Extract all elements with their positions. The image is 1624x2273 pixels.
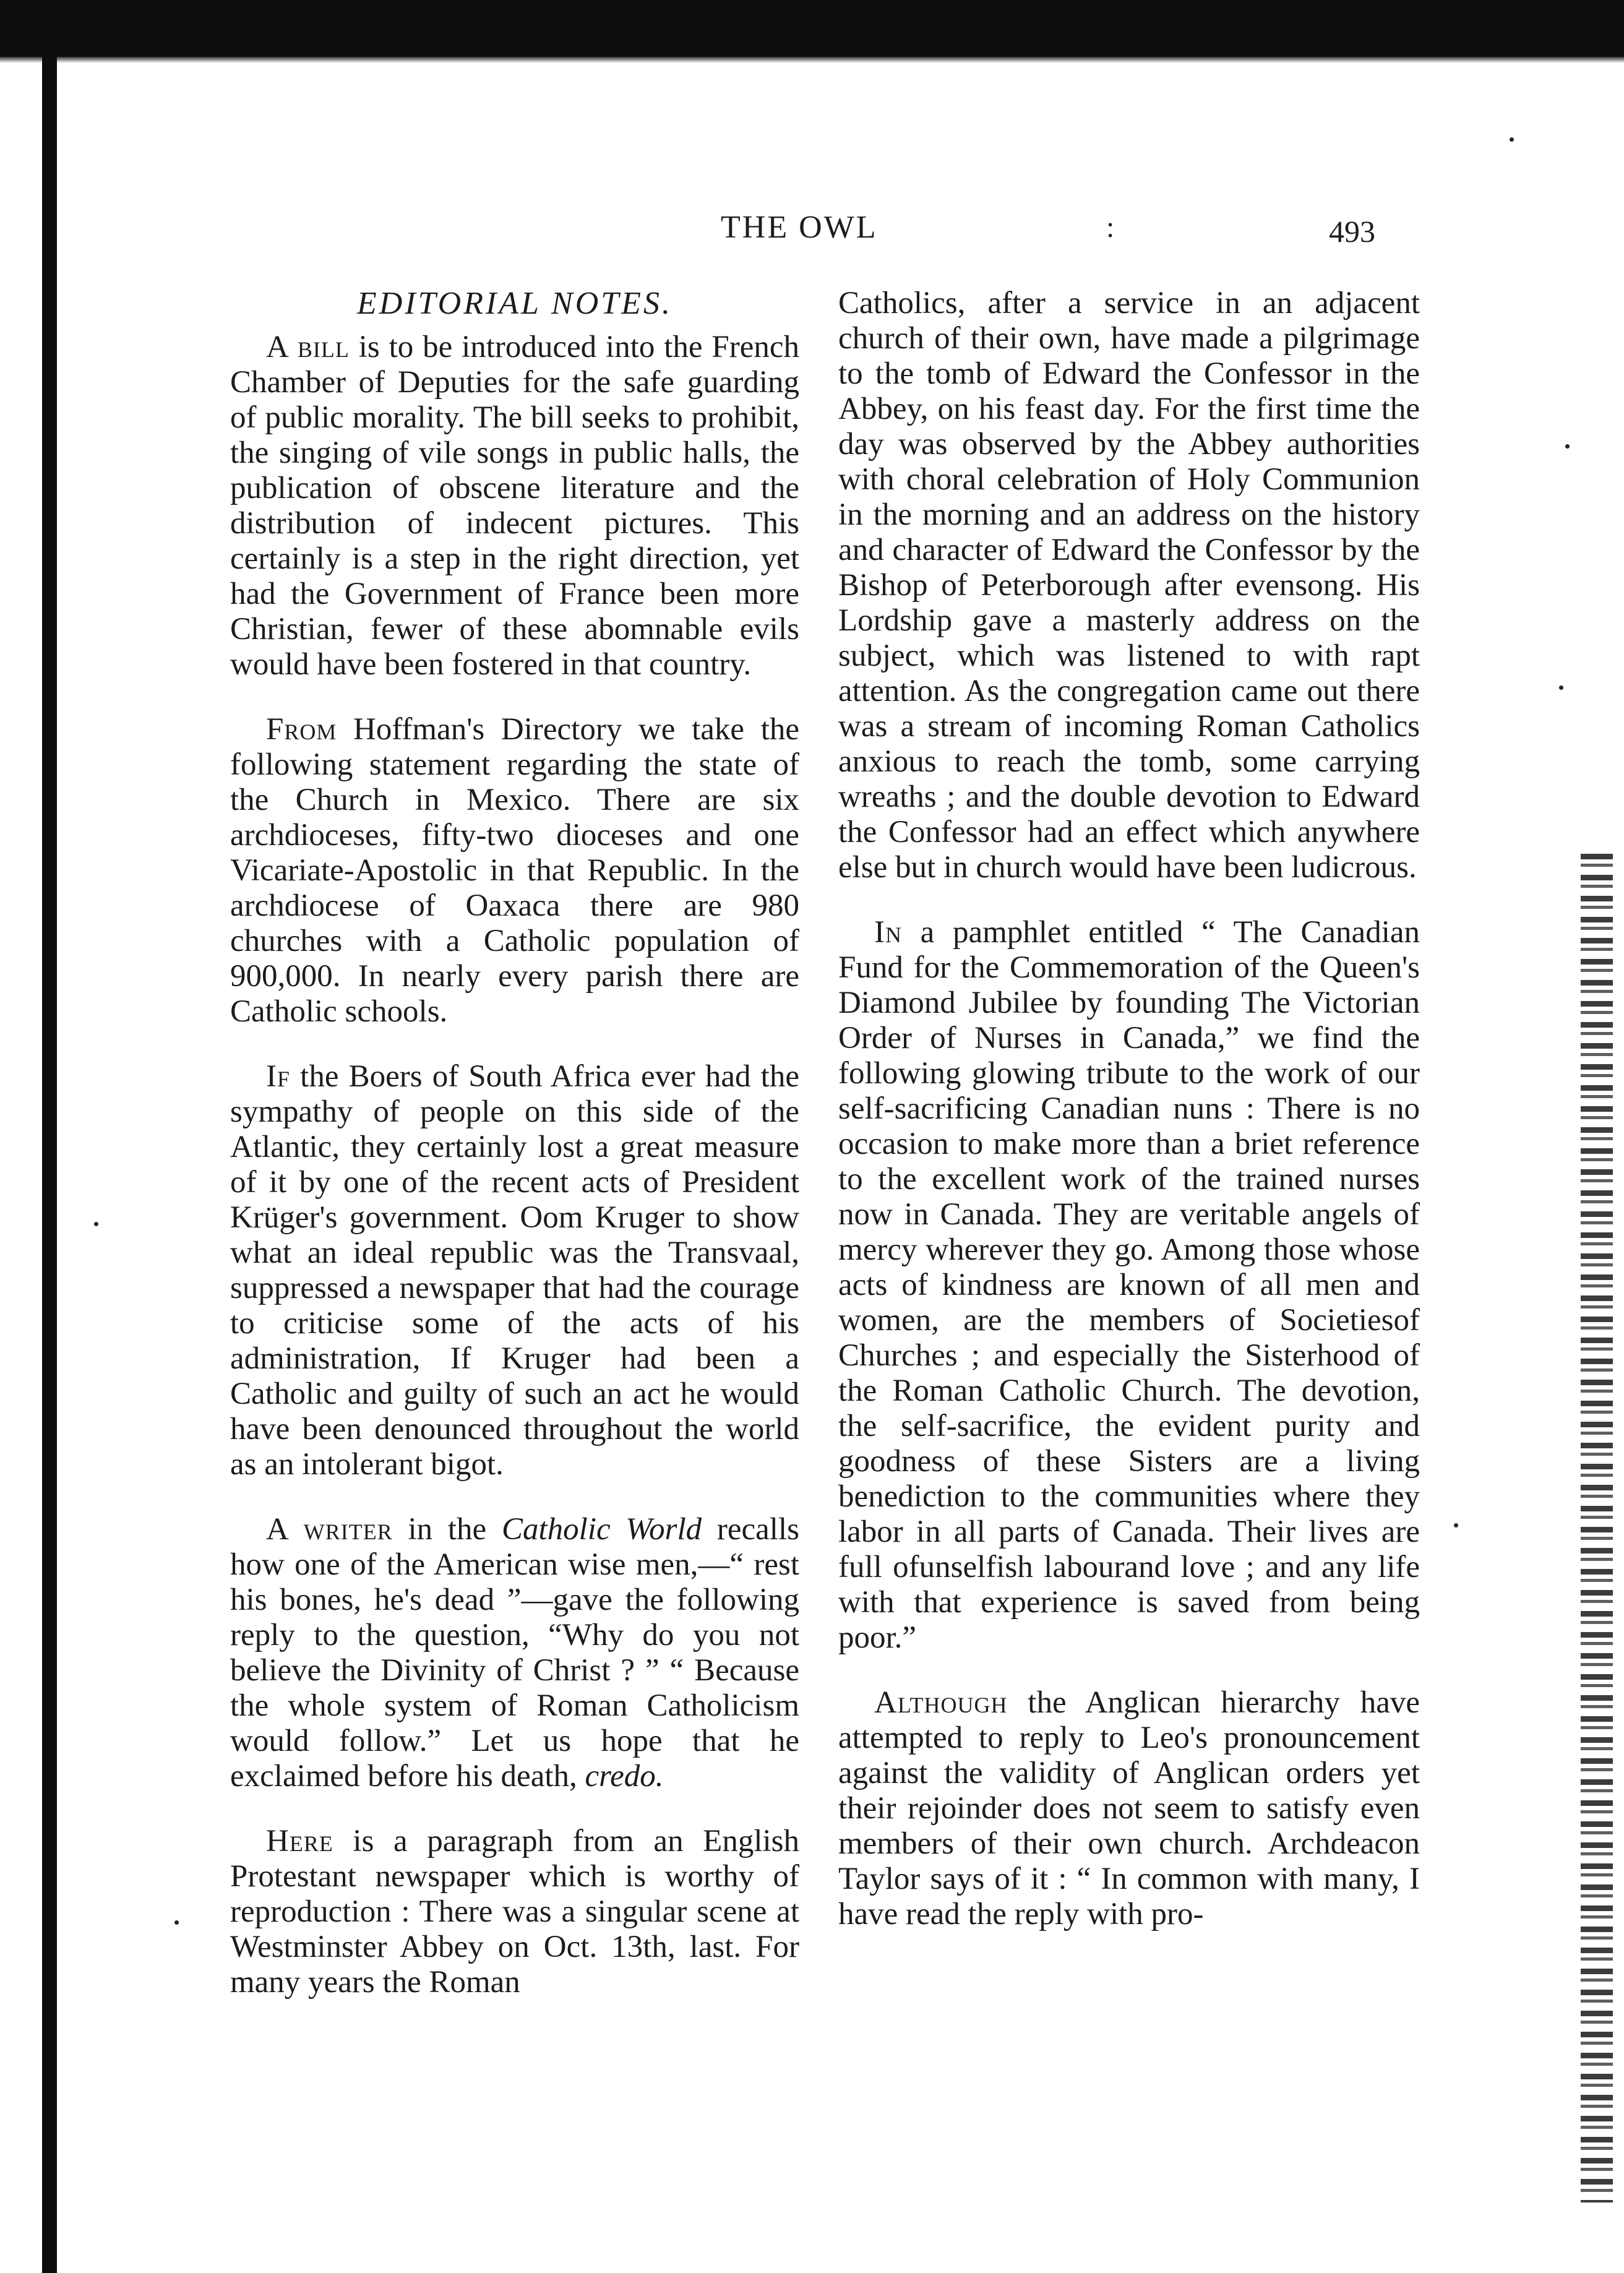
paragraph-lead: From: [266, 712, 337, 747]
paragraph-text: in the: [392, 1512, 502, 1547]
paragraph-text: the Anglican hierarchy have attempted to reply to Leo's pronouncement against the validity of Anglican orders yet their rejoinder does not seem to satisfy even members of their own church. Archdeacon Taylor says of it : “ In common with many, I have read the reply with pro-: [838, 1685, 1420, 1931]
paragraph-canadian-fund: [838, 915, 1420, 1656]
paragraph-text: recalls how one of the American wise men,—“ rest his bones, he's dead ”—gave the following reply to the question, “Why do you not believe the Divinity of Christ ? ” “ Because the whole system of Roman Catholicism would follow.” Let us hope that he exclaimed before his death,: [230, 1512, 799, 1794]
paragraph-westminster-continued: Catholics, after a service in an adjacent church of their own, have made a pilgrimage to the tomb of Edward the Confessor in the Abbey, on his feast day. For the first time the day was observed by the Abbey authorities with choral celebration of Holy Communion in the morning and an address on the history and character of Edward the Confessor by the Bishop of Peterborough after evensong. His Lordship gave a masterly address on the subject, which was listened to with rapt attention. As the congregation came out there was a stream of incoming Roman Catholics anxious to reach the tomb, some carrying wreaths ; and the double devotion to Edward the Confessor had an effect which anywhere else but in church would have been ludicrous.: [838, 286, 1420, 885]
paragraph-lead: If: [266, 1059, 291, 1094]
running-title: THE OWL: [721, 210, 878, 245]
scan-speck: [1559, 685, 1563, 690]
paragraph-lead: A bill: [266, 330, 350, 364]
right-column: [838, 286, 1420, 1962]
scan-speck: [1454, 1523, 1458, 1528]
header-separator: :: [1106, 211, 1115, 244]
paragraph-anglican-orders: [838, 1685, 1420, 1932]
scan-left-border: [42, 57, 57, 2273]
paragraph-text: Hoffman's Directory we take the following statement regarding the state of the Church in Mexico. There are six archdioceses, fifty-two dioceses and one Vicariate-Apostolic in that Republic. In the archdiocese of Oaxaca there are 980 churches with a Catholic population of 900,000. In nearly every parish there are Catholic schools.: [230, 712, 799, 1029]
paragraph-westminster: [230, 1824, 799, 2000]
left-column: [230, 286, 799, 2030]
paragraph-text: is to be introduced into the French Chamber of Deputies for the safe guarding of public morality. The bill seeks to prohibit, the singing of vile songs in public halls, the publication of obscene literature and the distribution of indecent pictures. This certainly is a step in the right direction, yet had the Government of France been more Christian, fewer of these abomnable evils would have been fostered in that country.: [230, 330, 800, 682]
page-number: 493: [1329, 214, 1375, 249]
publication-title: Catholic World: [501, 1512, 702, 1547]
scan-speck: [94, 1222, 98, 1226]
credo-word: credo.: [585, 1759, 664, 1794]
paragraph-text: a pamphlet entitled “ The Canadian Fund for the Commemoration of the Queen's Diamond Jubilee by founding The Victorian Order of Nurses in Canada,” we find the following glowing tribute to the work of our self-sacrificing Canadian nuns : There is no occasion to make more than a briet reference to the excellent work of the trained nurses now in Canada. They are veritable angels of mercy wherever they go. Among those whose acts of kindness are known of all men and women, are the members of Societiesof Churches ; and especially the Sisterhood of the Roman Catholic Church. The devotion, the self-sacrifice, the evident purity and goodness of these Sisters are a living benediction to the communities where they labor in all parts of Canada. Their lives are full ofunselfish labourand love ; and any life with that experience is saved from being poor.”: [838, 915, 1420, 1655]
paragraph-lead: In: [874, 915, 902, 950]
paragraph-mexico-church: [230, 712, 799, 1029]
scan-top-border-shadow: [0, 57, 1624, 63]
paragraph-lead: Although: [874, 1685, 1008, 1720]
paragraph-text: is a paragraph from an English Protestant newspaper which is worthy of reproduction : There was a singular scene at Westminster Abbey on Oct. 13th, last. For many years the Roman: [230, 1824, 799, 2000]
scan-speck: [1510, 137, 1514, 142]
scan-top-border: [0, 0, 1624, 57]
paragraph-lead: A writer: [266, 1512, 393, 1547]
section-heading: EDITORIAL NOTES.: [357, 286, 672, 321]
paragraph-lead: Here: [266, 1824, 333, 1858]
paragraph-french-bill: [230, 330, 799, 682]
paragraph-catholic-world: [230, 1512, 799, 1794]
scan-speck: [174, 1920, 179, 1925]
scan-speck: [1565, 444, 1570, 449]
scan-right-edge-artifact: [1581, 854, 1613, 2202]
paragraph-boers: [230, 1059, 799, 1482]
paragraph-text: the Boers of South Africa ever had the sympathy of people on this side of the Atlantic, they certainly lost a great measure of it by one of the recent acts of President Krüger's government. Oom Kruger to show what an ideal republic was the Transvaal, suppressed a newspaper that had the courage to criticise some of the acts of his administration, If Kruger had been a Catholic and guilty of such an act he would have been denounced throughout the world as an intolerant bigot.: [230, 1059, 799, 1482]
